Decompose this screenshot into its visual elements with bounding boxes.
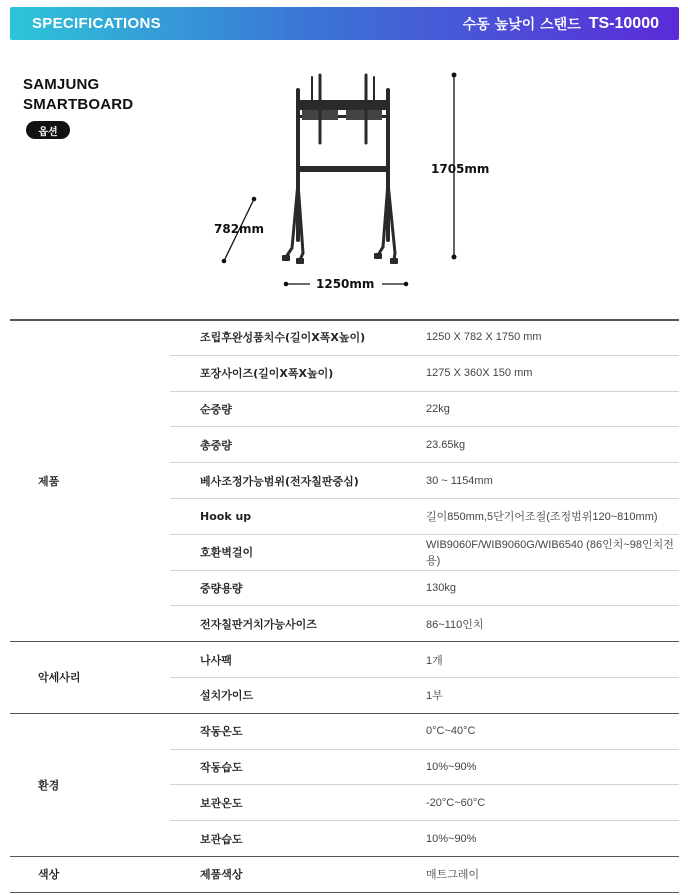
category-product: 제품 bbox=[10, 320, 170, 642]
spec-value: 1개 bbox=[424, 642, 679, 678]
spec-key: 보관습도 bbox=[170, 821, 424, 857]
spec-key: 조립후완성품치수(길이X폭X높이) bbox=[170, 320, 424, 355]
spec-value: 10%~90% bbox=[424, 749, 679, 785]
brand-logo bbox=[23, 75, 133, 115]
spec-value: 30 ~ 1154mm bbox=[424, 463, 679, 499]
spec-key: 전자칠판거치가능사이즈 bbox=[170, 606, 424, 642]
spec-key: 포장사이즈(길이X폭X높이) bbox=[170, 355, 424, 391]
spec-key: 중량용량 bbox=[170, 570, 424, 606]
spec-value: 길이850mm,5단기어조절(조정범위120~810mm) bbox=[424, 498, 679, 534]
spec-value: 0°C~40°C bbox=[424, 713, 679, 749]
table-row bbox=[10, 320, 679, 355]
spec-value: 86~110인치 bbox=[424, 606, 679, 642]
spec-value: -20°C~60°C bbox=[424, 785, 679, 821]
spec-key: 제품색상 bbox=[170, 856, 424, 892]
category-color: 색상 bbox=[10, 856, 170, 892]
spec-key: 총중량 bbox=[170, 427, 424, 463]
header-model: TS-10000 bbox=[588, 14, 659, 32]
header-product-name: 수동 높낮이 스탠드 bbox=[462, 16, 581, 33]
spec-key: 작동온도 bbox=[170, 713, 424, 749]
spec-key: 설치가이드 bbox=[170, 677, 424, 713]
height-dimension-label: 1705mm bbox=[431, 162, 490, 176]
table-row bbox=[10, 856, 679, 892]
width-dimension-label: 1250mm bbox=[316, 277, 375, 291]
brand-line1: SAMJUNG bbox=[23, 76, 100, 93]
spec-key: 순중량 bbox=[170, 391, 424, 427]
spec-value: 22kg bbox=[424, 391, 679, 427]
table-row bbox=[10, 642, 679, 678]
spec-key: 작동습도 bbox=[170, 749, 424, 785]
category-accessories: 악세사리 bbox=[10, 642, 170, 714]
spec-value: 1250 X 782 X 1750 mm bbox=[424, 320, 679, 355]
spec-key: Hook up bbox=[170, 498, 424, 534]
spec-value: 매트그레이 bbox=[424, 856, 679, 892]
depth-dimension-label: 782mm bbox=[214, 222, 265, 236]
spec-value: 1275 X 360X 150 mm bbox=[424, 355, 679, 391]
spec-value: 23.65kg bbox=[424, 427, 679, 463]
header-product bbox=[463, 14, 659, 34]
spec-header-banner bbox=[10, 7, 679, 40]
header-title: SPECIFICATIONS bbox=[32, 15, 161, 32]
category-environment: 환경 bbox=[10, 713, 170, 856]
spec-value: 130kg bbox=[424, 570, 679, 606]
stand-drawing bbox=[200, 55, 520, 305]
table-row bbox=[10, 713, 679, 749]
spec-table bbox=[10, 320, 679, 893]
spec-key: 나사팩 bbox=[170, 642, 424, 678]
spec-key: 베사조정가능범위(전자칠판중심) bbox=[170, 463, 424, 499]
spec-value: 10%~90% bbox=[424, 821, 679, 857]
brand-line2: SMARTBOARD bbox=[23, 96, 134, 113]
spec-value: WIB9060F/WIB9060G/WIB6540 (86인치~98인치전용) bbox=[424, 534, 679, 570]
spec-key: 보관온도 bbox=[170, 785, 424, 821]
option-badge: 옵션 bbox=[26, 121, 70, 139]
spec-value: 1부 bbox=[424, 677, 679, 713]
spec-key: 호환벽걸이 bbox=[170, 534, 424, 570]
